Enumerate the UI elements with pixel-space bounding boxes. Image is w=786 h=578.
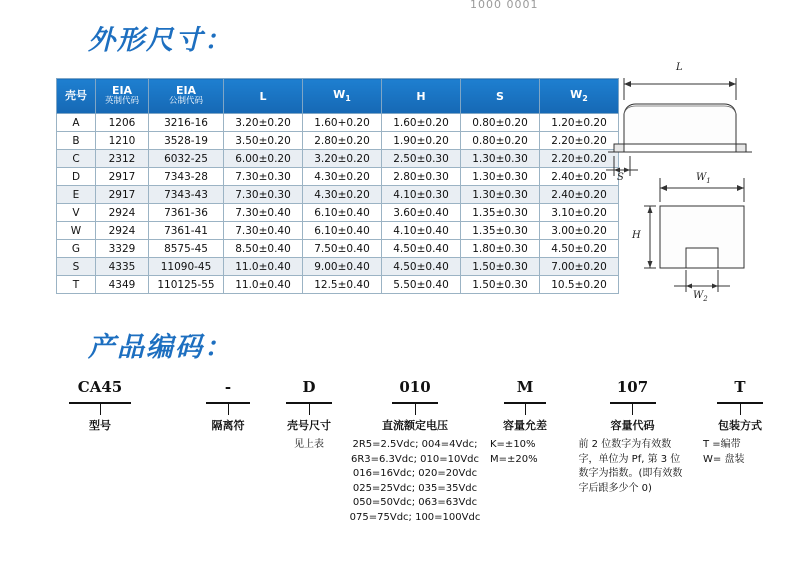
decoder-tick bbox=[415, 404, 416, 415]
decoder-tick bbox=[525, 404, 526, 415]
decoder-tick bbox=[100, 404, 101, 415]
cell-w1: 3.20±0.20 bbox=[303, 150, 382, 168]
decoder-tick bbox=[309, 404, 310, 415]
cell-eia-inch: 2924 bbox=[96, 222, 149, 240]
cell-h: 1.60±0.20 bbox=[382, 114, 461, 132]
cell-w1: 2.80±0.20 bbox=[303, 132, 382, 150]
drawing-label-w1: $W_1$ bbox=[696, 172, 711, 185]
cell-l: 6.00±0.20 bbox=[224, 150, 303, 168]
cell-eia-inch: 2924 bbox=[96, 204, 149, 222]
cell-eia-metric: 3528-19 bbox=[149, 132, 224, 150]
decoder-desc-voltage-4: 025=25Vdc; 035=35Vdc bbox=[352, 482, 478, 494]
drawing-label-s: S bbox=[617, 172, 624, 183]
drawing-label-length: L bbox=[676, 62, 683, 73]
decoder-desc-voltage-6: 075=75Vdc; 100=100Vdc bbox=[349, 511, 481, 523]
cell-case: A bbox=[57, 114, 96, 132]
cell-l: 7.30±0.30 bbox=[224, 186, 303, 204]
cell-w1: 4.30±0.20 bbox=[303, 186, 382, 204]
cell-case: S bbox=[57, 258, 96, 276]
decoder-label-model: 型号 bbox=[89, 419, 111, 432]
decoder-value-packaging: T bbox=[734, 378, 746, 396]
cell-case: W bbox=[57, 222, 96, 240]
cell-case: V bbox=[57, 204, 96, 222]
column-header-eia-inch: EIA 英制代码 bbox=[96, 79, 149, 114]
page-title-dimensions: 外形尺寸： bbox=[88, 25, 233, 56]
cell-w2: 2.40±0.20 bbox=[540, 186, 619, 204]
table-body bbox=[57, 114, 619, 294]
cell-h: 2.80±0.30 bbox=[382, 168, 461, 186]
cell-s: 1.30±0.30 bbox=[461, 150, 540, 168]
cell-w2: 3.00±0.20 bbox=[540, 222, 619, 240]
decoder-tick bbox=[228, 404, 229, 415]
cell-eia-inch: 1210 bbox=[96, 132, 149, 150]
cell-eia-metric: 110125-55 bbox=[149, 276, 224, 294]
decoder-value-model: CA45 bbox=[77, 378, 123, 396]
cell-h: 5.50±0.40 bbox=[382, 276, 461, 294]
decoder-tick bbox=[740, 404, 741, 415]
cell-w1: 1.60+0.20 bbox=[303, 114, 382, 132]
cell-w1: 4.30±0.20 bbox=[303, 168, 382, 186]
cell-w1: 6.10±0.40 bbox=[303, 204, 382, 222]
cell-w1: 12.5±0.40 bbox=[303, 276, 382, 294]
decoder-field-capacitance-code bbox=[570, 378, 695, 496]
decoder-desc-voltage-2: 6R3=6.3Vdc; 010=10Vdc bbox=[350, 453, 480, 465]
column-header-w2: $W_2$ bbox=[540, 79, 619, 114]
cell-eia-inch: 4349 bbox=[96, 276, 149, 294]
table-row bbox=[57, 240, 619, 258]
cell-case: G bbox=[57, 240, 96, 258]
cell-h: 4.10±0.30 bbox=[382, 186, 461, 204]
cell-eia-inch: 2917 bbox=[96, 168, 149, 186]
cell-eia-inch: 2312 bbox=[96, 150, 149, 168]
column-header-eia-metric: EIA 公制代码 bbox=[149, 79, 224, 114]
part-number-decoder bbox=[50, 378, 762, 568]
table-row bbox=[57, 114, 619, 132]
cell-h: 4.10±0.40 bbox=[382, 222, 461, 240]
cell-w2: 7.00±0.20 bbox=[540, 258, 619, 276]
page-title-part-number: 产品编码： bbox=[88, 332, 233, 363]
cell-s: 1.30±0.30 bbox=[461, 186, 540, 204]
cell-l: 7.30±0.40 bbox=[224, 222, 303, 240]
component-drawings bbox=[600, 60, 780, 303]
cell-eia-metric: 7361-41 bbox=[149, 222, 224, 240]
cell-eia-metric: 11090-45 bbox=[149, 258, 224, 276]
dimension-table bbox=[56, 78, 619, 294]
cell-w2: 2.20±0.20 bbox=[540, 132, 619, 150]
decoder-desc-packaging-2: W= 盘装 bbox=[703, 453, 745, 465]
cell-l: 11.0±0.40 bbox=[224, 276, 303, 294]
table-row bbox=[57, 132, 619, 150]
column-header-h: H bbox=[382, 79, 461, 114]
cell-w1: 6.10±0.40 bbox=[303, 222, 382, 240]
decoder-label-packaging: 包装方式 bbox=[718, 419, 762, 432]
cell-h: 4.50±0.40 bbox=[382, 258, 461, 276]
decoder-desc-packaging-1: T =编带 bbox=[703, 439, 741, 450]
decoder-value-case-size: D bbox=[302, 378, 316, 396]
decoder-label-voltage: 直流额定电压 bbox=[382, 419, 448, 432]
table-row bbox=[57, 204, 619, 222]
cell-w2: 2.40±0.20 bbox=[540, 168, 619, 186]
cell-eia-inch: 1206 bbox=[96, 114, 149, 132]
decoder-label-separator: 隔离符 bbox=[211, 419, 245, 432]
cell-w2: 4.50±0.20 bbox=[540, 240, 619, 258]
cell-l: 7.30±0.40 bbox=[224, 204, 303, 222]
cell-eia-inch: 2917 bbox=[96, 186, 149, 204]
cell-h: 1.90±0.20 bbox=[382, 132, 461, 150]
cell-l: 8.50±0.40 bbox=[224, 240, 303, 258]
drawing-label-h: H bbox=[632, 230, 641, 241]
cell-s: 1.35±0.30 bbox=[461, 204, 540, 222]
decoder-value-capacitance-code: 107 bbox=[616, 378, 649, 396]
decoder-desc-tolerance-1: K=±10% bbox=[490, 439, 536, 450]
table-row bbox=[57, 222, 619, 240]
decoder-field-tolerance bbox=[480, 378, 570, 467]
cell-eia-inch: 3329 bbox=[96, 240, 149, 258]
decoder-desc-voltage-1: 2R5=2.5Vdc; 004=4Vdc; bbox=[352, 439, 478, 450]
cell-h: 4.50±0.40 bbox=[382, 240, 461, 258]
cell-case: D bbox=[57, 168, 96, 186]
capacitor-outline-drawing bbox=[600, 60, 780, 305]
top-fragment-text: 1000 0001 bbox=[470, 0, 539, 11]
cell-eia-metric: 7343-28 bbox=[149, 168, 224, 186]
decoder-value-voltage: 010 bbox=[399, 378, 431, 396]
decoder-value-tolerance: M bbox=[516, 378, 534, 396]
cell-l: 11.0±0.40 bbox=[224, 258, 303, 276]
cell-s: 1.30±0.30 bbox=[461, 168, 540, 186]
column-header-case: 壳号 bbox=[57, 79, 96, 114]
decoder-tick bbox=[632, 404, 633, 415]
cell-w2: 10.5±0.20 bbox=[540, 276, 619, 294]
cell-w2: 1.20±0.20 bbox=[540, 114, 619, 132]
decoder-label-capacitance-code: 容量代码 bbox=[610, 419, 655, 432]
cell-s: 0.80±0.20 bbox=[461, 114, 540, 132]
cell-case: T bbox=[57, 276, 96, 294]
cell-w2: 3.10±0.20 bbox=[540, 204, 619, 222]
cell-eia-metric: 8575-45 bbox=[149, 240, 224, 258]
cell-eia-metric: 3216-16 bbox=[149, 114, 224, 132]
decoder-desc-voltage-3: 016=16Vdc; 020=20Vdc bbox=[352, 468, 478, 479]
cell-eia-metric: 7361-36 bbox=[149, 204, 224, 222]
decoder-label-case-size: 壳号尺寸 bbox=[287, 419, 331, 432]
cell-w1: 9.00±0.40 bbox=[303, 258, 382, 276]
column-header-l: L bbox=[224, 79, 303, 114]
decoder-desc-voltage-5: 050=50Vdc; 063=63Vdc bbox=[352, 497, 478, 508]
cell-eia-inch: 4335 bbox=[96, 258, 149, 276]
cell-l: 3.50±0.20 bbox=[224, 132, 303, 150]
decoder-field-packaging bbox=[695, 378, 785, 467]
cell-l: 3.20±0.20 bbox=[224, 114, 303, 132]
table-row bbox=[57, 186, 619, 204]
decoder-field-separator bbox=[190, 378, 266, 433]
table-row bbox=[57, 168, 619, 186]
table-row bbox=[57, 258, 619, 276]
decoder-desc-case-size: 见上表 bbox=[294, 439, 324, 450]
cell-case: C bbox=[57, 150, 96, 168]
cell-h: 3.60±0.40 bbox=[382, 204, 461, 222]
cell-s: 0.80±0.20 bbox=[461, 132, 540, 150]
decoder-desc-capacitance-code: 前 2 位数字为有效数字，单位为 Pf, 第 3 位数字为指数。(即有效数字后跟多少个 0) bbox=[578, 439, 683, 494]
cell-case: B bbox=[57, 132, 96, 150]
dimension-table-container bbox=[56, 78, 619, 294]
decoder-field-case-size bbox=[266, 378, 352, 453]
decoder-field-voltage bbox=[346, 378, 484, 525]
cell-eia-metric: 6032-25 bbox=[149, 150, 224, 168]
drawing-label-w2: $W_2$ bbox=[693, 290, 708, 303]
column-header-s: S bbox=[461, 79, 540, 114]
cell-s: 1.35±0.30 bbox=[461, 222, 540, 240]
cell-case: E bbox=[57, 186, 96, 204]
decoder-desc-tolerance-2: M=±20% bbox=[490, 453, 538, 465]
decoder-field-model bbox=[60, 378, 140, 433]
decoder-value-separator: - bbox=[224, 378, 232, 396]
cell-s: 1.80±0.30 bbox=[461, 240, 540, 258]
cell-w2: 2.20±0.20 bbox=[540, 150, 619, 168]
cell-w1: 7.50±0.40 bbox=[303, 240, 382, 258]
table-row bbox=[57, 276, 619, 294]
cell-l: 7.30±0.30 bbox=[224, 168, 303, 186]
table-row bbox=[57, 150, 619, 168]
table-header-row bbox=[57, 79, 619, 114]
cell-s: 1.50±0.30 bbox=[461, 258, 540, 276]
decoder-label-tolerance: 容量允差 bbox=[503, 419, 547, 432]
column-header-w1: $W_1$ bbox=[303, 79, 382, 114]
cell-h: 2.50±0.30 bbox=[382, 150, 461, 168]
cell-s: 1.50±0.30 bbox=[461, 276, 540, 294]
cell-eia-metric: 7343-43 bbox=[149, 186, 224, 204]
